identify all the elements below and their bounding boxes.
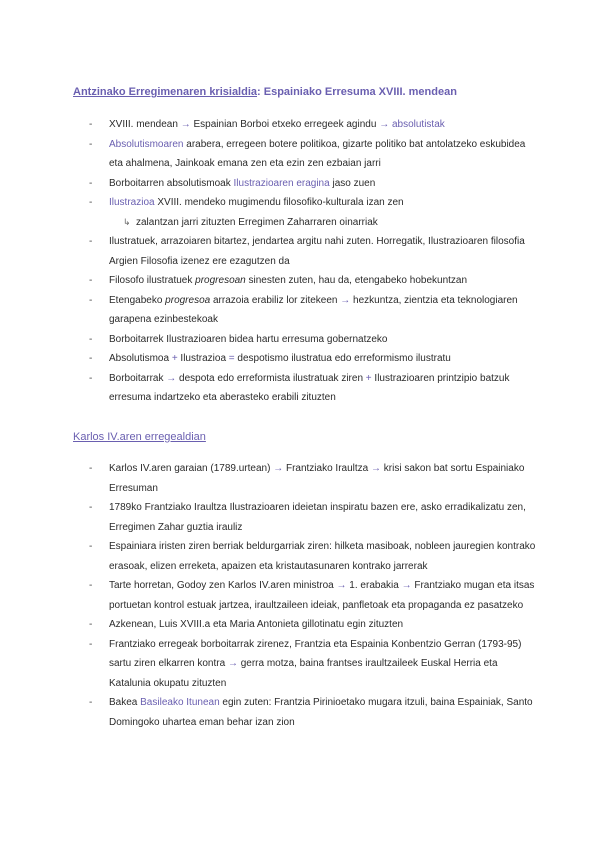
list-item: - 1789ko Frantziako Iraultza Ilustrazioaren ideietan inspiratu bazen ere, asko erradikalizatu zen, Erregimen Zahar guztia irauliz [89,502,526,533]
list-item: - Filosofo ilustratuek progresoan sinesten zuten, hau da, etengabeko hobekuntzan [89,275,468,286]
list-item: - Bakea Basileako Itunean egin zuten: Frantzia Pirinioetako mugara itzuli, baina Espainiak, Santo Domingoko uhartea eman behar izan zion [89,697,533,728]
section-heading-1: Antzinako Erregimenaren krisialdia: Espainiako Erresuma XVIII. mendean [73,86,457,98]
sub-arrow-icon: ↳ [123,216,131,227]
list-item: - Espainiara iristen ziren berriak beldurgarriak ziren: hilketa masiboak, nobleen jauregien kontrako erasoak, elizen erreketa, apaizen eta kristautasunaren kontrako jarrerak [89,541,536,572]
list-item: - Absolutismoaren arabera, erregeen botere politikoa, gizarte politiko bat antolatzeko eskubidea eta ahalmena, Jainkoak emana zen eta ezin zen ezbaian jarri [89,138,526,169]
list-item: - Borboitarren absolutismoak Ilustrazioaren eragina jaso zuen [89,177,376,189]
section2-list [0,459,600,732]
section-heading-2 [73,430,206,444]
heading-link[interactable]: Antzinako Erregimenaren krisialdia [73,86,258,98]
list-item: - Etengabeko progresoa arrazoia erabiliz lor zitekeen → hezkuntza, zientzia eta teknologiaren garapena ezinbestekoak [89,294,518,325]
list-item: - Tarte horretan, Godoy zen Karlos IV.aren ministroa → 1. erabakia → Frantziako mugan eta itsas portuetan kontrol estuak jartzea, iraultzaileen ideiak, panfletoak eta propaganda ez pasatzeko [89,580,535,611]
list-item: - Frantziako erregeak borboitarrak zirenez, Frantzia eta Espainia Konbentzio Gerran (1793-95) sartu ziren elkarren kontra → gerra motza, baina frantses iraultzaileek Euskal Herria eta Katalunia okupatu zituzten [89,638,522,689]
sub-list-item: ↳ zalantzan jarri zituzten Erregimen Zaharraren oinarriak [0,213,600,233]
list-item: - Ilustratuek, arrazoiaren bitartez, jendartea argitu nahi zuten. Horregatik, Ilustrazioaren filosofia Argien Filosofia izenez ere ezagutzen da [89,236,525,267]
list-item: - Borboitarrek Ilustrazioaren bidea hartu erresuma gobernatzeko [89,333,388,345]
list-item: - Ilustrazioa XVIII. mendeko mugimendu filosofiko-kulturala izan zen [89,197,404,208]
list-item: - Karlos IV.aren garaian (1789.urtean) → Frantziako Iraultza → krisi sakon bat sortu Espainiako Erresuman [89,463,525,494]
heading-link-2[interactable]: Karlos IV.aren erregealdian [73,431,206,443]
list-item: - XVIII. mendean → Espainian Borboi etxeko erregeek agindu → absolutistak [89,119,445,130]
section1-list [0,115,600,408]
list-item: - Azkenean, Luis XVIII.a eta Maria Antonieta gillotinatu egin zituzten [89,619,404,630]
list-item: - Borboitarrak → despota edo erreformista ilustratuak ziren + Ilustrazioaren printzipio batzuk erresuma indartzeko eta aberasteko erabili zituzten [89,372,510,403]
list-item: - Absolutismoa + Ilustrazioa = despotismo ilustratua edo erreformismo ilustratu [89,353,451,364]
